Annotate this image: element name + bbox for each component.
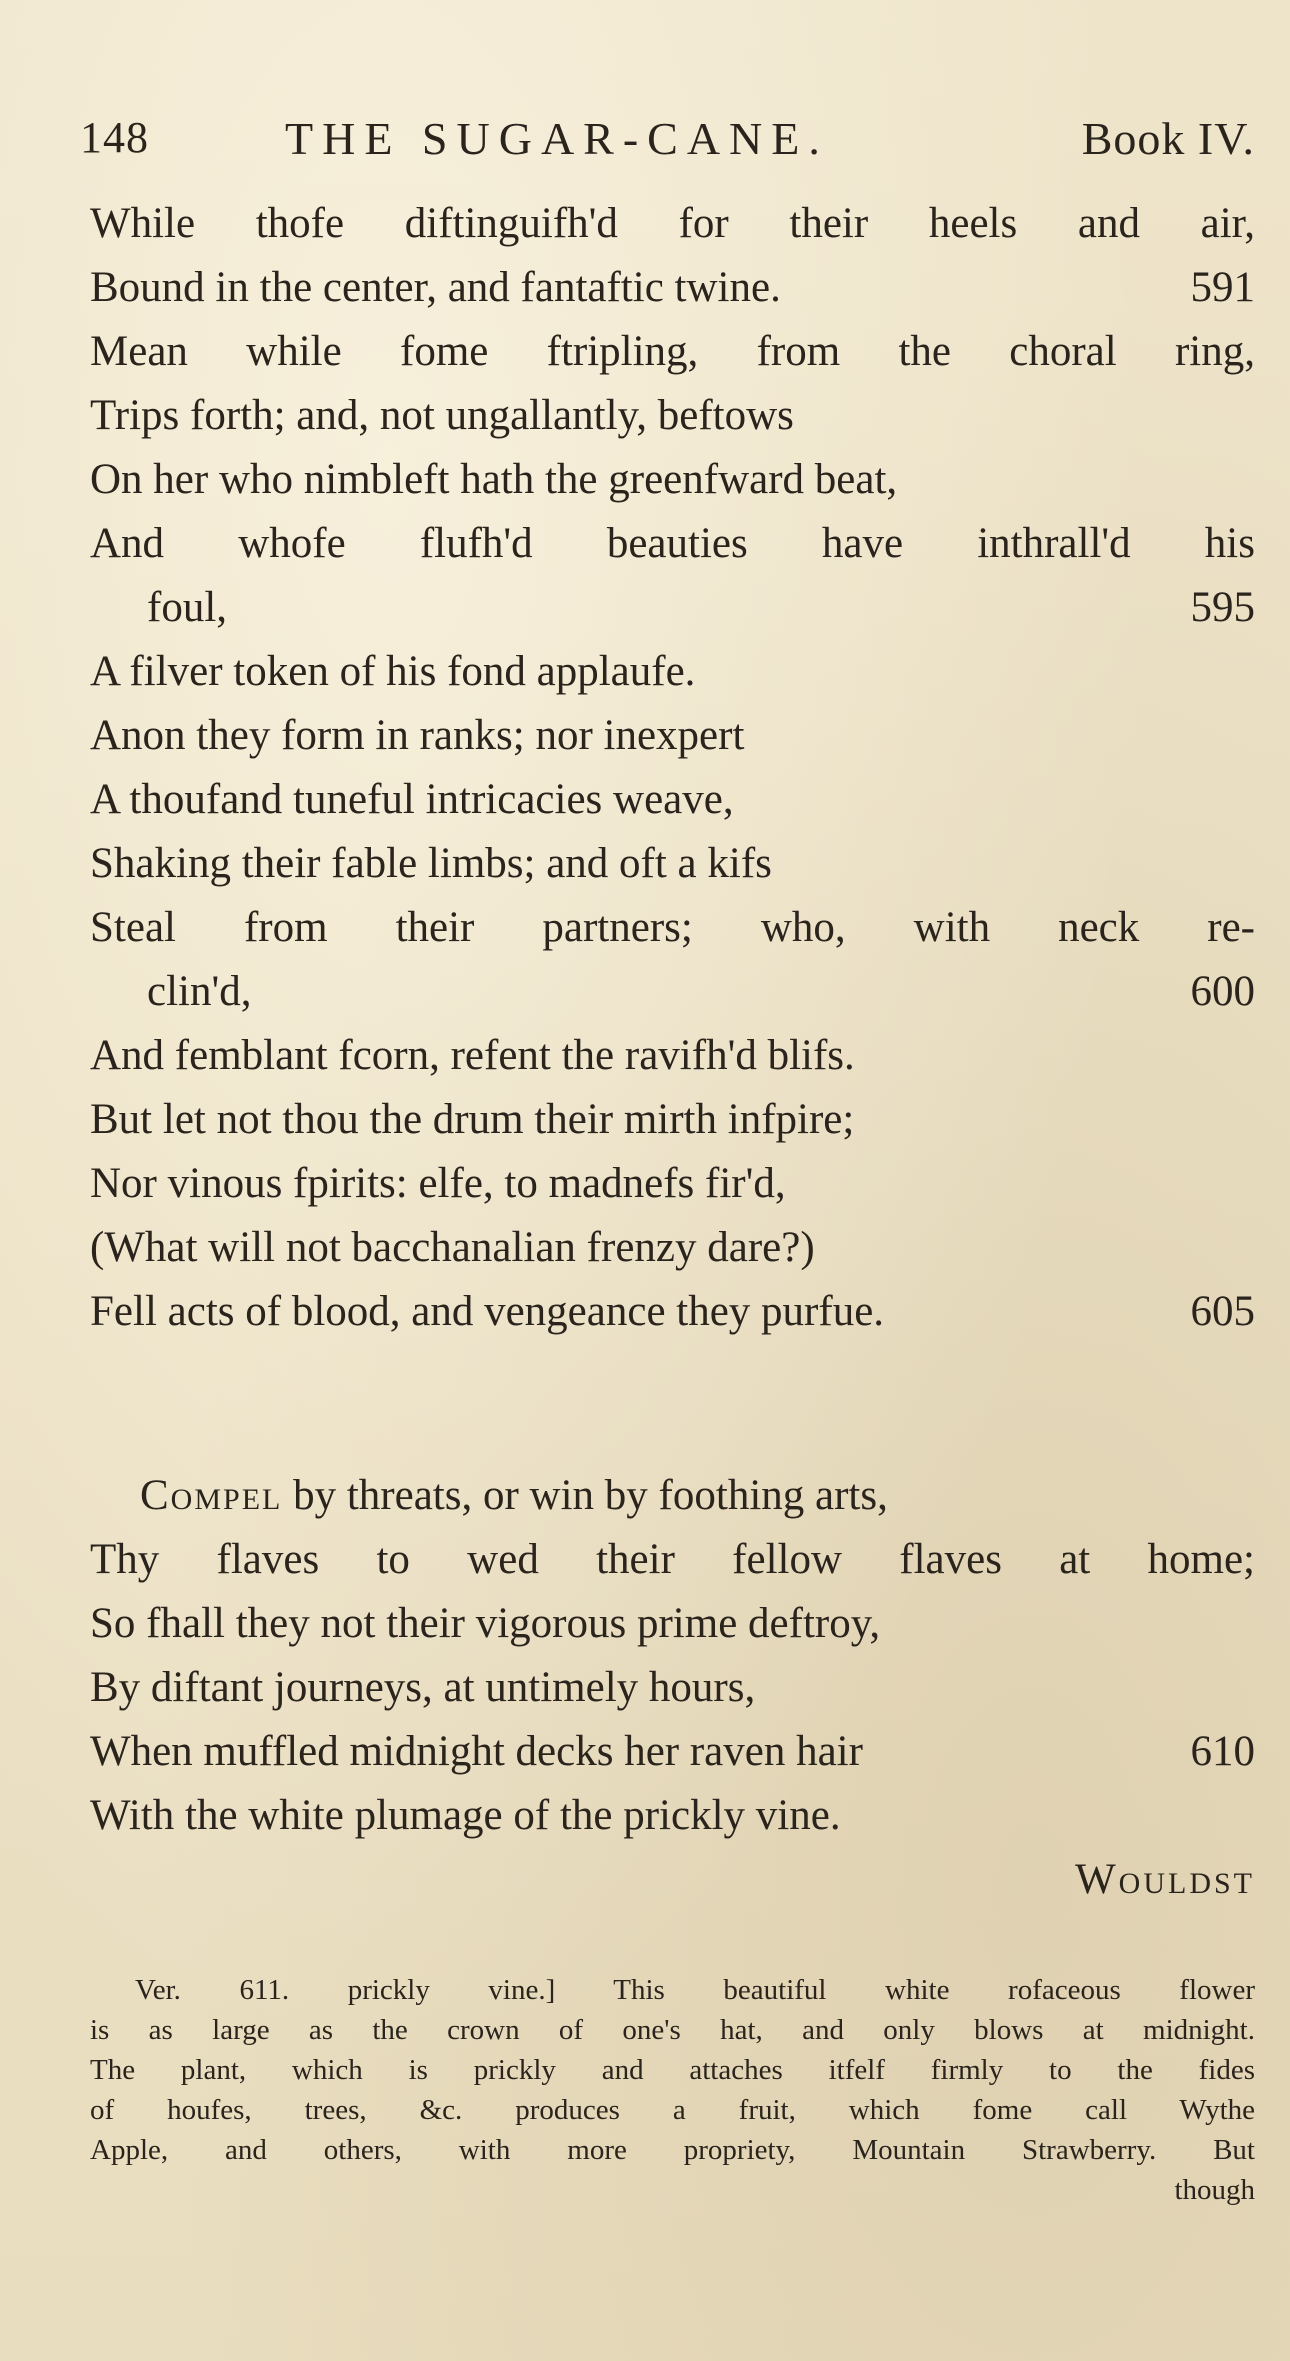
footnote-line: of houfes, trees, &c. produces a fruit, which fome call Wythe xyxy=(90,2094,1255,2126)
verse-line: When muffled midnight decks her raven hair 610 xyxy=(90,1720,1255,1784)
stanza-1 xyxy=(90,192,1255,1344)
catchword-line xyxy=(90,1848,1255,1912)
footnote-line: is as large as the crown of one's hat, and only blows at midnight. xyxy=(90,2014,1255,2046)
footnote-line: The plant, which is prickly and attaches itfelf firmly to the fides xyxy=(90,2054,1255,2086)
verse-line: By diftant journeys, at untimely hours, xyxy=(90,1664,756,1711)
stanza-first-word: Compel xyxy=(140,1472,283,1519)
line-number: 610 xyxy=(1190,1728,1255,1775)
line-number: 595 xyxy=(1190,584,1255,631)
verse-line: Nor vinous fpirits: elfe, to madnefs fir'd, xyxy=(90,1160,786,1207)
verse-line: Fell acts of blood, and vengeance they purfue. 605 xyxy=(90,1280,1255,1344)
verse-line: So fhall they not their vigorous prime deftroy, xyxy=(90,1600,881,1647)
verse-line: A thoufand tuneful intricacies weave, xyxy=(90,776,734,823)
verse-line: And femblant fcorn, refent the ravifh'd blifs. xyxy=(90,1032,855,1079)
verse-line: foul, 595 xyxy=(90,576,1255,640)
page-number: 148 xyxy=(80,113,149,162)
verse-line: And whofe flufh'd beauties have inthrall'd his xyxy=(90,520,1255,567)
verse-line: With the white plumage of the prickly vine. xyxy=(90,1792,841,1839)
verse-line: Bound in the center, and fantaftic twine. 591 xyxy=(90,256,1255,320)
line-number: 591 xyxy=(1190,264,1255,311)
verse-line: Mean while fome ftripling, from the choral ring, xyxy=(90,328,1255,375)
verse-line: A filver token of his fond applaufe. xyxy=(90,648,696,695)
line-number: 600 xyxy=(1190,968,1255,1015)
catchword: Wouldst xyxy=(1075,1856,1255,1903)
verse-line: Trips forth; and, not ungallantly, beftows xyxy=(90,392,794,439)
verse-line: Shaking their fable limbs; and oft a kifs xyxy=(90,840,772,887)
running-title: THE SUGAR-CANE. xyxy=(285,113,829,164)
running-head xyxy=(80,112,1255,172)
verse-line: While thofe diftinguifh'd for their heels and air, xyxy=(90,200,1255,247)
verse-line: (What will not bacchanalian frenzy dare?) xyxy=(90,1224,815,1271)
verse-line: Anon they form in ranks; nor inexpert xyxy=(90,712,745,759)
stanza-2 xyxy=(90,1464,1255,1912)
footnote-line: though xyxy=(1174,2174,1255,2206)
verse-line: Thy flaves to wed their fellow flaves at home; xyxy=(90,1536,1255,1583)
verse-line: On her who nimbleft hath the greenfward beat, xyxy=(90,456,898,503)
footnote-line: Apple, and others, with more propriety, Mountain Strawberry. But xyxy=(90,2134,1255,2166)
verse-line: But let not thou the drum their mirth infpire; xyxy=(90,1096,855,1143)
footnote-line: Ver. 611. prickly vine.] This beautiful white rofaceous flower xyxy=(135,1974,1255,2006)
verse-line: clin'd, 600 xyxy=(90,960,1255,1024)
footnote xyxy=(90,1970,1255,2210)
verse-line: Steal from their partners; who, with neck re- xyxy=(90,904,1255,951)
verse-line: Compel by threats, or win by foothing arts, xyxy=(140,1472,888,1519)
book-label: Book IV. xyxy=(1081,113,1255,164)
line-number: 605 xyxy=(1190,1288,1255,1335)
